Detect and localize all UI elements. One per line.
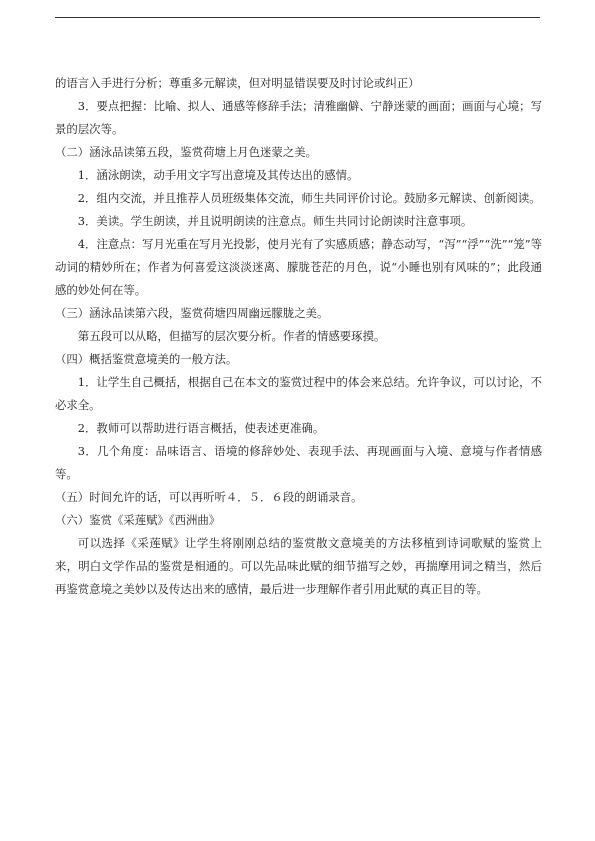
header-rule — [55, 17, 540, 18]
paragraph-continued: 的语言入手进行分析；尊重多元解读，但对明显错误要及时讨论或纠正） — [55, 76, 420, 90]
paragraph-method-2: 2．教师可以帮助进行语言概括，使表述更准确。 — [77, 421, 325, 435]
paragraph-item-4: 4．注意点：写月光重在写月光投影，使月光有了实感质感；静态动写，“泻”“浮”“洗”“笼”等动词的精妙所在；作者为何喜爱这淡淡迷离、朦胧苍茫的月色，说“小睡也别有风味的”；此段通感的妙处何在等。 — [55, 237, 542, 297]
paragraph-key-points: 3．要点把握：比喻、拟人、通感等修辞手法；清雅幽僻、宁静迷蒙的画面；画面与心境；写景的层次等。 — [55, 99, 542, 136]
paragraph-method-3: 3．几个角度：品味语言、语境的修辞妙处、表现手法、再现画面与入境、意境与作者情感等。 — [55, 444, 542, 481]
section-heading-3: （三）涵泳品读第六段，鉴赏荷塘四周幽远朦胧之美。 — [55, 306, 329, 320]
paragraph-item-3: 3．美读。学生朗读，并且说明朗读的注意点。师生共同讨论朗读时注意事项。 — [77, 214, 473, 228]
section-heading-5: （五）时间允许的话，可以再听听４．５．６段的朗诵录音。 — [55, 490, 363, 504]
document-body — [55, 72, 542, 601]
section-heading-4: （四）概括鉴赏意境美的一般方法。 — [55, 352, 238, 366]
paragraph-section-3: 第五段可以从略，但描写的层次要分析。作者的情感要琢摸。 — [77, 329, 386, 343]
paragraph-item-2: 2．组内交流，并且推荐人员班级集体交流，师生共同评价讨论。鼓励多元解读、创新阅读。 — [77, 191, 541, 205]
section-heading-2: （二）涵泳品读第五段，鉴赏荷塘上月色迷蒙之美。 — [55, 145, 317, 159]
section-heading-6: （六）鉴赏《采莲赋》《西洲曲》 — [55, 513, 221, 527]
paragraph-method-1: 1．让学生自己概括，根据自己在本文的鉴赏过程中的体会来总结。允许争议，可以讨论，不必求全。 — [55, 375, 542, 412]
paragraph-section-6: 可以选择《采莲赋》让学生将刚刚总结的鉴赏散文意境美的方法移植到诗词歌赋的鉴赏上来，明白文学作品的鉴赏是相通的。可以先品味此赋的细节描写之妙，再揣摩用词之精当，然后再鉴赏意境之美妙以及传达出来的感情，最后进一步理解作者引用此赋的真正目的等。 — [55, 536, 542, 596]
paragraph-item-1: 1．涵泳朗读，动手用文字写出意境及其传达出的感情。 — [77, 168, 359, 182]
